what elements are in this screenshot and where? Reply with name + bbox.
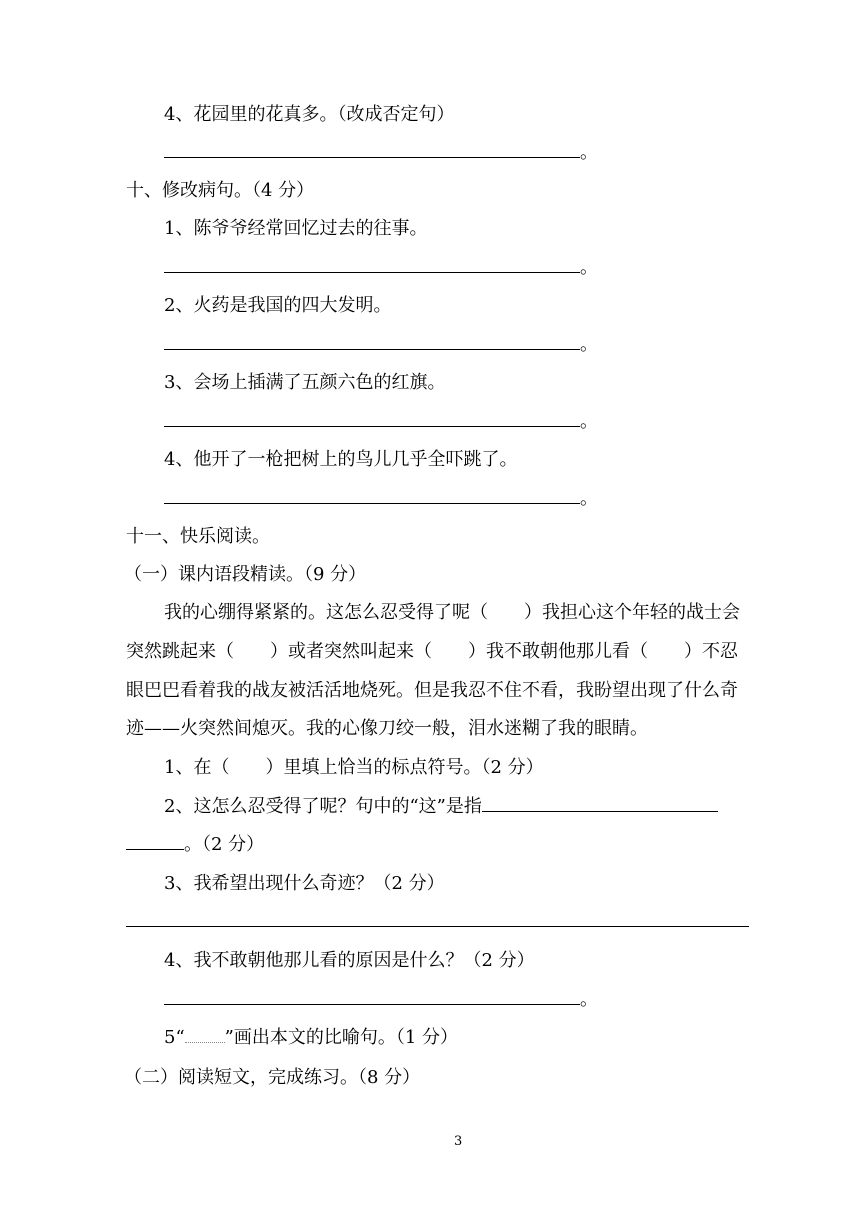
page-number: 3 (454, 1134, 463, 1149)
passage-line: 突然跳起来（ ）或者突然叫起来（ ）我不敢朝他那儿看（ ）不忍 (126, 641, 738, 662)
question-text: 3、会场上插满了五颜六色的红旗。 (164, 372, 446, 393)
question-text: 2、火药是我国的四大发明。 (164, 295, 392, 316)
answer-line[interactable] (164, 410, 598, 434)
passage-line: 眼巴巴看着我的战友被活活地烧死。但是我忍不住不看，我盼望出现了什么奇 (126, 680, 738, 701)
answer-line[interactable] (164, 141, 598, 165)
question-text: 4、我不敢朝他那儿看的原因是什么？（2 分） (164, 950, 535, 971)
subsection-title: （二）阅读短文，完成练习。（8 分） (124, 1067, 421, 1088)
question-text: 1、在（ ）里填上恰当的标点符号。（2 分） (164, 757, 544, 778)
answer-line-continued: 。（2 分） (126, 833, 264, 857)
answer-line[interactable] (126, 833, 184, 850)
question-text: 1、陈爷爷经常回忆过去的往事。 (164, 218, 428, 239)
period: 。 (580, 334, 598, 355)
period: 。 (580, 257, 598, 278)
subsection-title: （一）课内语段精读。（9 分） (124, 564, 367, 585)
question-text: 4、花园里的花真多。（改成否定句） (164, 104, 455, 125)
period: 。 (580, 142, 598, 163)
question-text: 3、我希望出现什么奇迹？（2 分） (164, 873, 445, 894)
period: 。 (580, 411, 598, 432)
period: 。 (580, 488, 598, 509)
answer-line[interactable] (482, 795, 718, 812)
question-text: 2、这怎么忍受得了呢？句中的“这”是指 (164, 795, 718, 819)
period: 。 (580, 989, 598, 1010)
passage-line: 迹——火突然间熄灭。我的心像刀绞一般，泪水迷糊了我的眼睛。 (126, 718, 648, 739)
question-text: 4、他开了一枪把树上的鸟儿几乎全吓跳了。 (164, 449, 518, 470)
answer-line[interactable] (164, 256, 598, 280)
answer-line[interactable] (164, 988, 598, 1012)
section-title: 十、修改病句。（4 分） (126, 180, 315, 201)
answer-line[interactable] (164, 333, 598, 357)
question-text: 5“ ”画出本文的比喻句。（1 分） (164, 1027, 459, 1048)
answer-line[interactable] (164, 487, 598, 511)
answer-line[interactable] (126, 910, 749, 934)
section-title: 十一、快乐阅读。 (126, 526, 270, 547)
wavy-underline-mark (185, 1026, 225, 1043)
passage-line: 我的心绷得紧紧的。这怎么忍受得了呢（ ）我担心这个年轻的战士会 (164, 602, 740, 623)
